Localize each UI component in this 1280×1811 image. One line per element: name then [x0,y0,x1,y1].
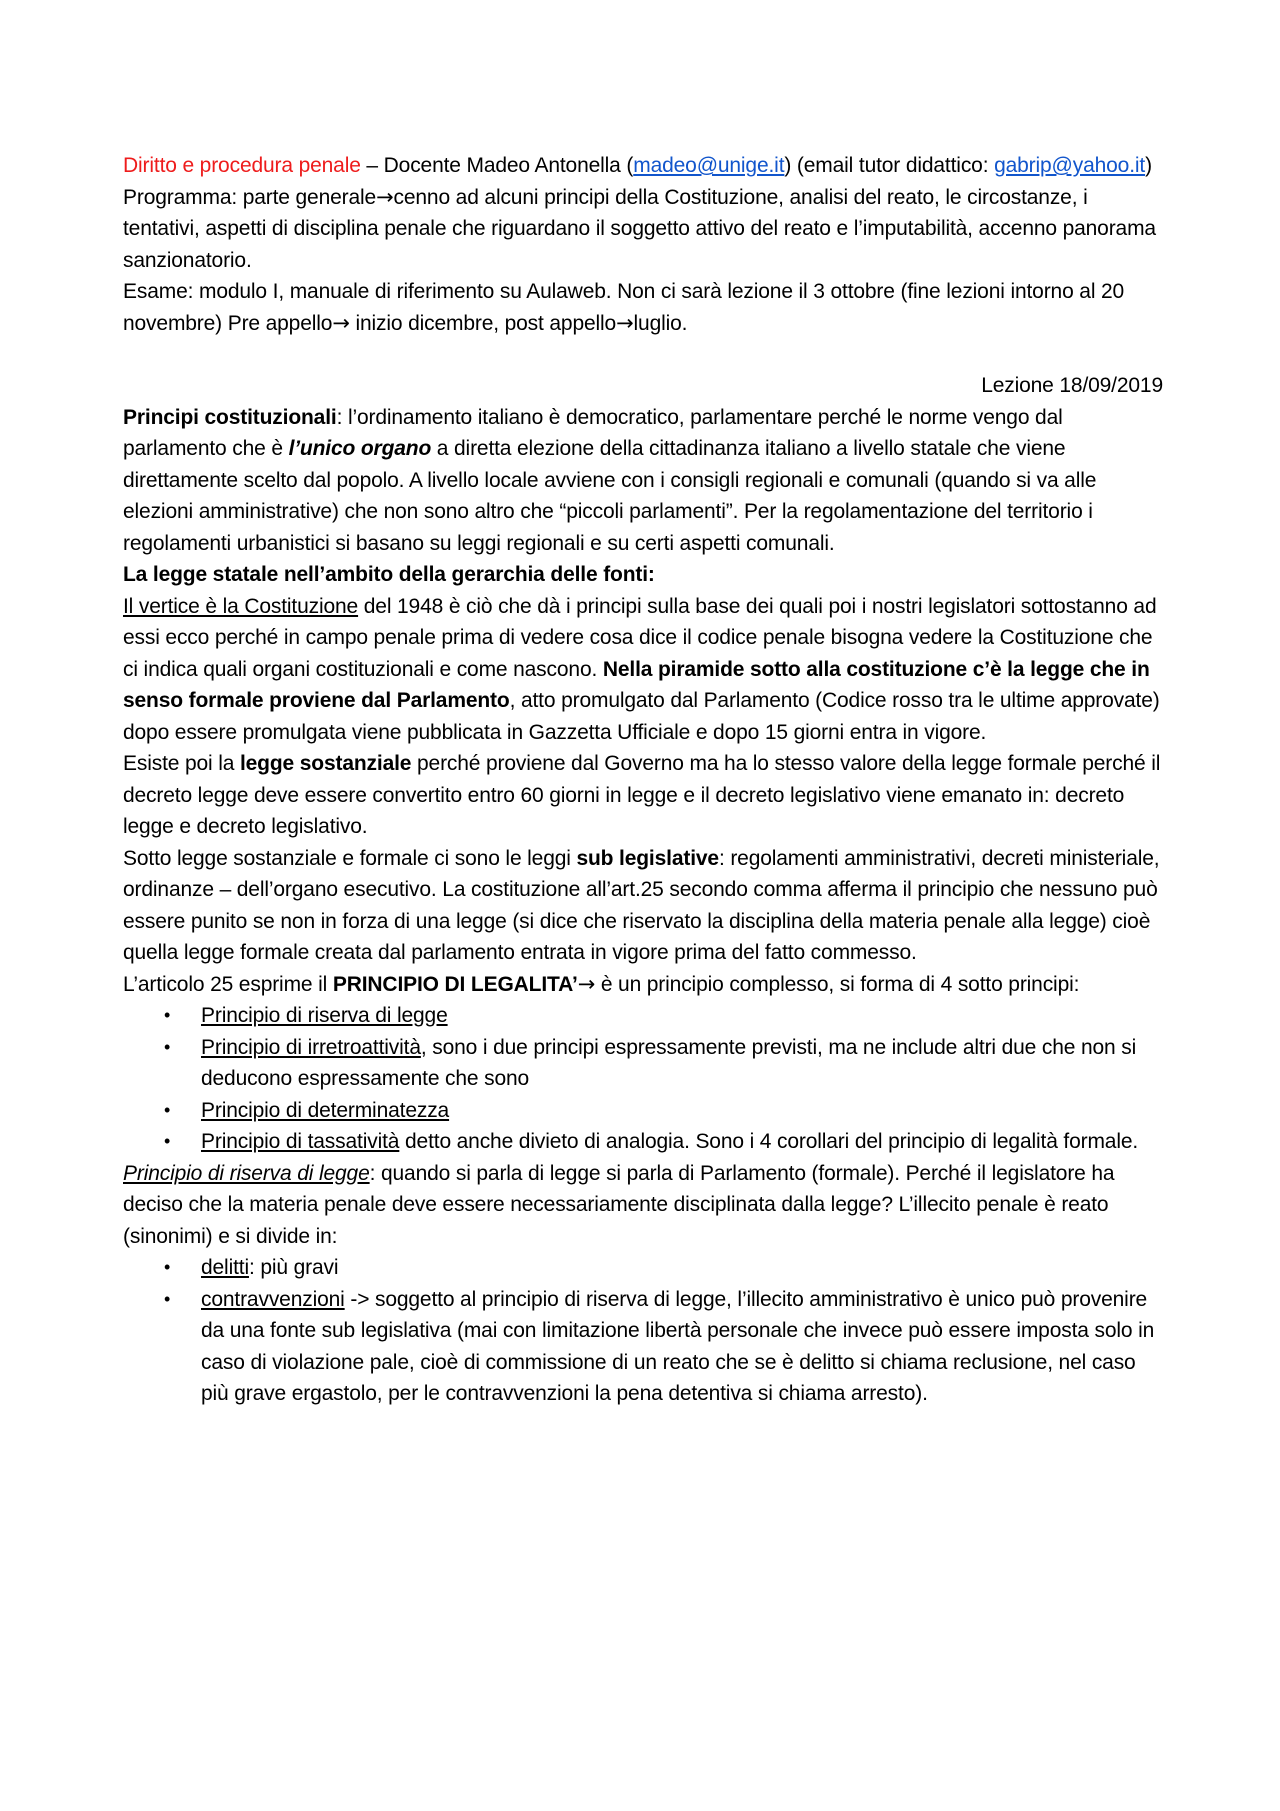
list-item-underlined: delitti [201,1256,249,1279]
gerarchia-text1: del 1948 è ciò che dà i principi sulla base dei quali poi i nostri legislatori sottostanno ad essi ecco perché in campo penale prima di vedere cosa dice il codice penale bisogna vedere la Costituzione che ci indica quali organi costituzionali e come nascono. [123,594,1157,681]
esame-part3: luglio. [633,311,688,335]
bullet-icon: • [164,1257,171,1277]
list-item-rest: : più gravi [248,1256,339,1279]
list-item [164,1252,1163,1284]
esame-paragraph [123,276,1163,339]
list-item-underlined: Principio di tassatività [201,1130,400,1153]
bullet-icon: • [164,1099,171,1120]
gerarchia-heading: La legge statale nell’ambito della gerarchia delle fonti: [123,563,655,586]
lezione-date: Lezione 18/09/2019 [981,374,1163,397]
legalita-text1: L’articolo 25 esprime il [123,972,333,996]
bullet-icon: • [164,1131,171,1151]
arrow-icon: → [376,184,394,209]
bullet-icon: • [164,1005,171,1025]
list-item [164,1032,1163,1095]
list-item-rest: , sono i due principi espressamente previsti, ma ne include altri due che non si deducono espressamente che sono [201,1035,1137,1090]
sub-legislative-bold: sub legislative [576,846,719,870]
unico-organo-emphasis: l’unico organo [288,437,432,460]
list-item-underlined: Principio di irretroattività [201,1035,421,1059]
list-item-underlined: Principio di determinatezza [201,1098,450,1122]
list-item [164,1284,1163,1410]
course-header [123,150,1163,182]
bullet-icon: • [164,1288,171,1309]
tutor-text: ) (email tutor didattico: [784,154,995,177]
legalita-text2: è un principio complesso, si forma di 4 sotto principi: [595,972,1080,996]
arrow-icon: → [577,971,596,996]
tutor-close: ) [1145,154,1152,177]
esame-part1: Esame: modulo I, manuale di riferimento su Aulaweb. Non ci sarà lezione il 3 ottobre (fine lezioni intorno al 20 novembre) Pre appello [123,280,1125,335]
list-item-underlined: contravvenzioni [201,1287,345,1311]
list-item-rest: detto anche divieto di analogia. Sono i 4 corollari del principio di legalità formale. [399,1130,1139,1153]
sub-legislative-text2: : regolamenti amministrativi, decreti ministeriale, ordinanze – dell’organo esecutivo. La costituzione all’art.25 secondo comma afferma il principio che nessuno può essere punito se non in forza di una legge (si dice che riservato la disciplina della materia penale alla legge) cioè quella legge formale creata dal parlamento entrata in vigore prima del fatto commesso. [123,846,1160,964]
arrow-icon: → [616,310,634,335]
principio-legalita-bold: PRINCIPIO DI LEGALITA’ [332,972,578,996]
docente-email-link[interactable]: madeo@unige.it [633,154,785,177]
riserva-paragraph [123,1158,1163,1253]
arrow-icon: → [332,310,350,335]
esame-part2: inizio dicembre, post appello [349,311,617,335]
sostanziale-paragraph [123,748,1163,843]
principi-list [123,1000,1163,1158]
principi-costituzionali-heading: Principi costituzionali [123,405,337,429]
sostanziale-text1: Esiste poi la [123,752,240,775]
sostanziale-text2: perché proviene dal Governo ma ha lo stesso valore della legge formale perché il decreto legge deve essere convertito entro 60 giorni in legge e il decreto legislativo viene emanato in: decreto legge e decreto legislativo. [123,752,1161,838]
list-item [164,1095,1163,1127]
programma-start: Programma: parte generale [123,185,377,209]
sub-legislative-text1: Sotto legge sostanziale e formale ci sono le leggi [123,846,577,870]
list-item [164,1000,1163,1032]
vertice-underlined: Il vertice è la Costituzione [123,594,359,618]
programma-rest: cenno ad alcuni principi della Costituzione, analisi del reato, le circostanze, i tentativi, aspetti di disciplina penale che riguardano il soggetto attivo del reato e l’imputabilità, accenno panorama sanzionatorio. [123,185,1156,272]
list-item [164,1126,1163,1158]
gerarchia-text2: , atto promulgato dal Parlamento (Codice rosso tra le ultime approvate) dopo essere promulgata viene pubblicata in Gazzetta Ufficiale e dopo 15 giorni entra in vigore. [123,689,1160,744]
bullet-icon: • [164,1036,171,1057]
principi-text1: : l’ordinamento italiano è democratico, parlamentare perché le norme vengo dal parlamento che è [123,405,1063,460]
illecito-list [123,1252,1163,1410]
docente-text: – Docente Madeo Antonella ( [360,154,634,177]
list-item-rest: -> soggetto al principio di riserva di legge, l’illecito amministrativo è unico può provenire da una fonte sub legislativa (mai con limitazione libertà personale che invece può essere imposta solo in caso di violazione pale, cioè di commissione di un reato che se è delitto si chiama reclusione, nel caso più grave ergastolo, per le contravvenzioni la pena detentiva si chiama arresto). [201,1287,1155,1405]
principi-text2: a diretta elezione della cittadinanza italiano a livello statale che viene direttamente scelto dal popolo. A livello locale avviene con i consigli regionali e comunali (quando si va alle elezioni amministrative) che non sono altro che “piccoli parlamenti”. Per la regolamentazione del territorio i regolamenti urbanistici si basano su leggi regionali e su certi aspetti comunali. [123,437,1097,555]
legge-sostanziale-bold: legge sostanziale [239,752,412,775]
principi-costituzionali-paragraph [123,402,1163,560]
tutor-email-link[interactable]: gabrip@yahoo.it [994,154,1146,177]
piramide-bold: Nella piramide sotto alla costituzione c’è la legge che in senso formale proviene dal Parlamento [123,657,1150,712]
riserva-text: : quando si parla di legge si parla di Parlamento (formale). Perché il legislatore ha deciso che la materia penale deve essere necessariamente disciplinata dalla legge? L’illecito penale è reato (sinonimi) e si divide in: [123,1161,1115,1248]
legalita-paragraph [123,969,1163,1001]
gerarchia-paragraph [123,591,1163,749]
sub-legislative-paragraph [123,843,1163,969]
course-title: Diritto e procedura penale [123,154,361,177]
list-item-underlined: Principio di riserva di legge [201,1004,448,1027]
programma-paragraph [123,182,1163,277]
riserva-heading: Principio di riserva di legge [123,1161,370,1185]
